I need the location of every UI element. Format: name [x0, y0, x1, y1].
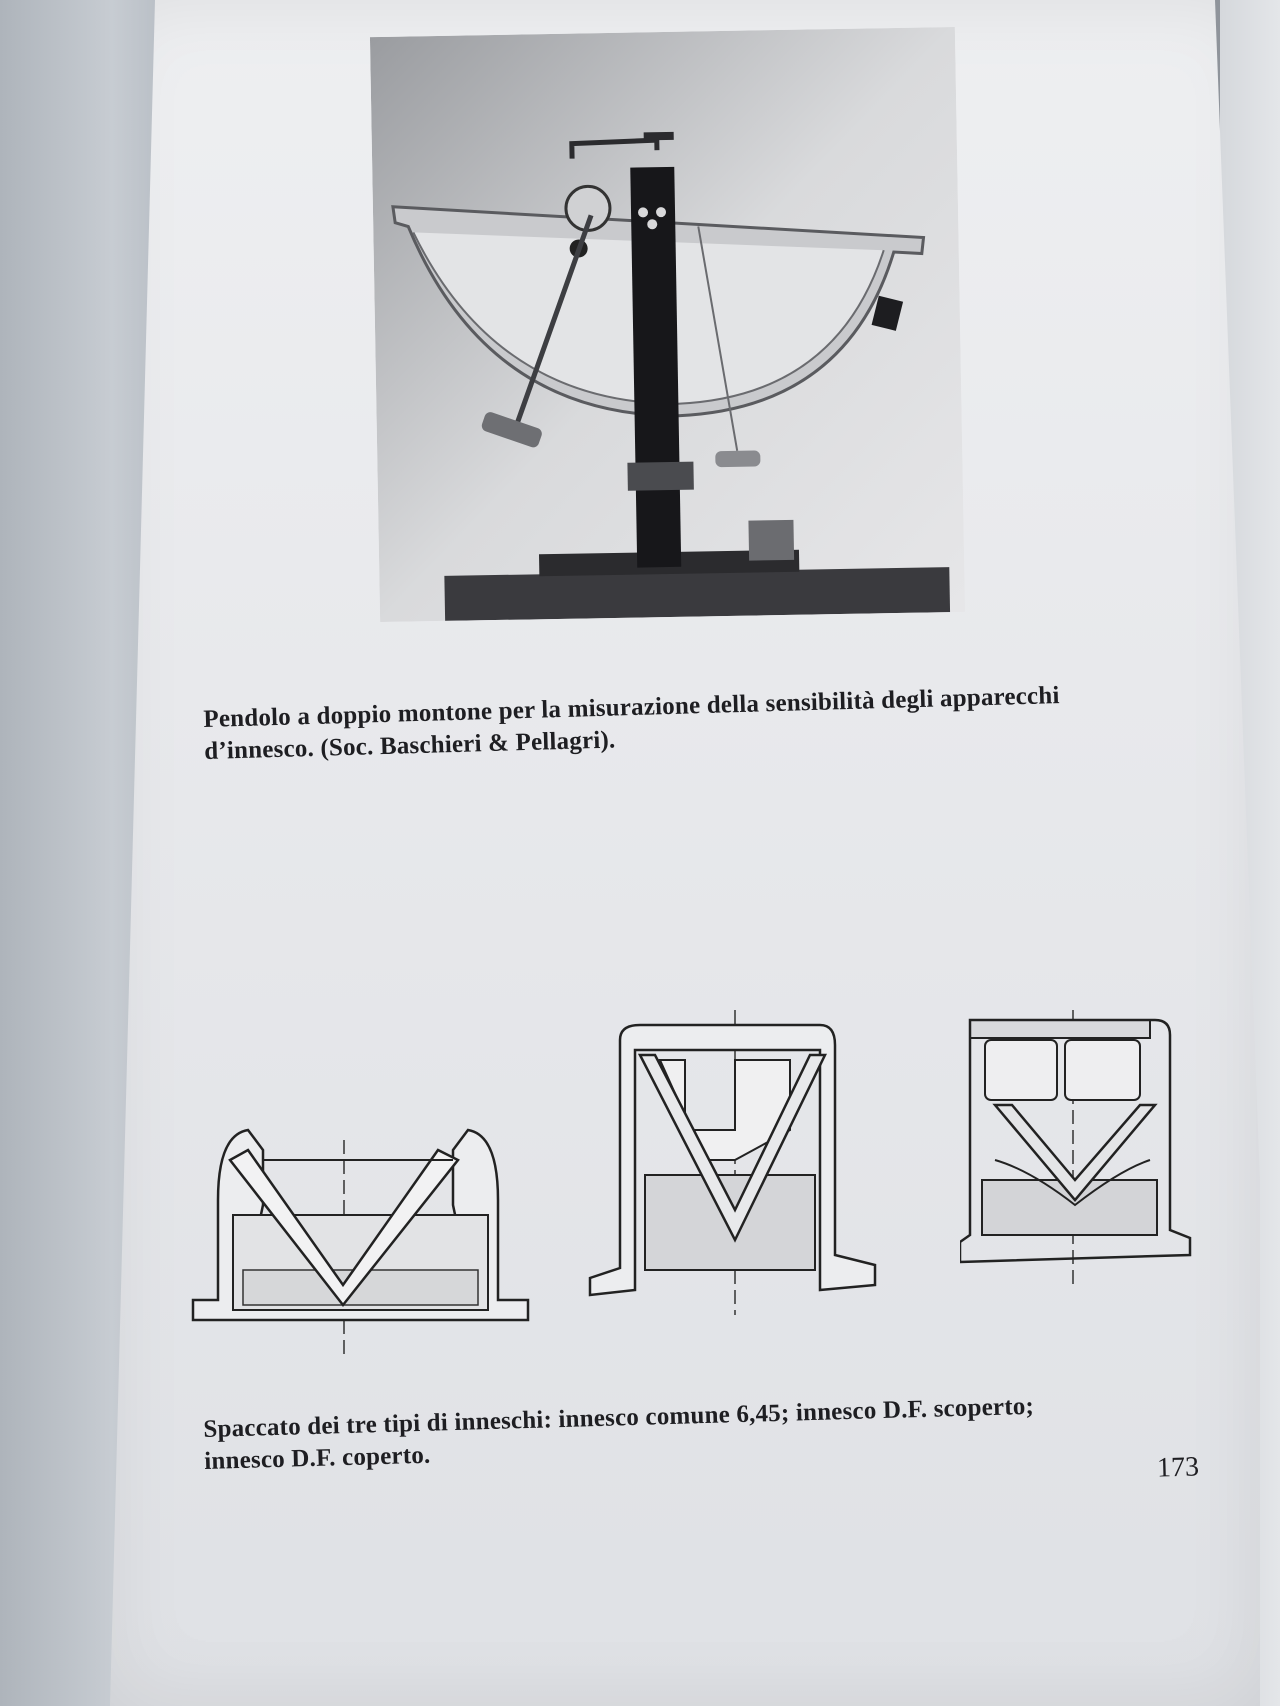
pendulum-photograph [370, 27, 965, 622]
photo-caption-line-2: d’innesco. (Soc. Baschieri & Pellagri). [203, 726, 616, 765]
primer-diagram-common [188, 1000, 533, 1360]
primer-diagram-df-covered [960, 1010, 1195, 1290]
right-hammer [715, 450, 760, 467]
photo-caption-line-1: Pendolo a doppio montone per la misurazione della sensibilità degli apparecchi [203, 682, 1060, 733]
diagram-caption-line-2: innesco D.F. coperto. [203, 1441, 431, 1475]
apparatus-base [444, 567, 950, 621]
page-number: 173 [1156, 1451, 1200, 1484]
primer-diagram-df-uncovered [585, 1010, 885, 1320]
accessory-cylinders [748, 520, 794, 561]
column-clamp [627, 462, 693, 491]
diagram-caption-line-1: Spaccato dei tre tipi di inneschi: innesco comune 6,45; innesco D.F. scoperto; [203, 1392, 1035, 1443]
